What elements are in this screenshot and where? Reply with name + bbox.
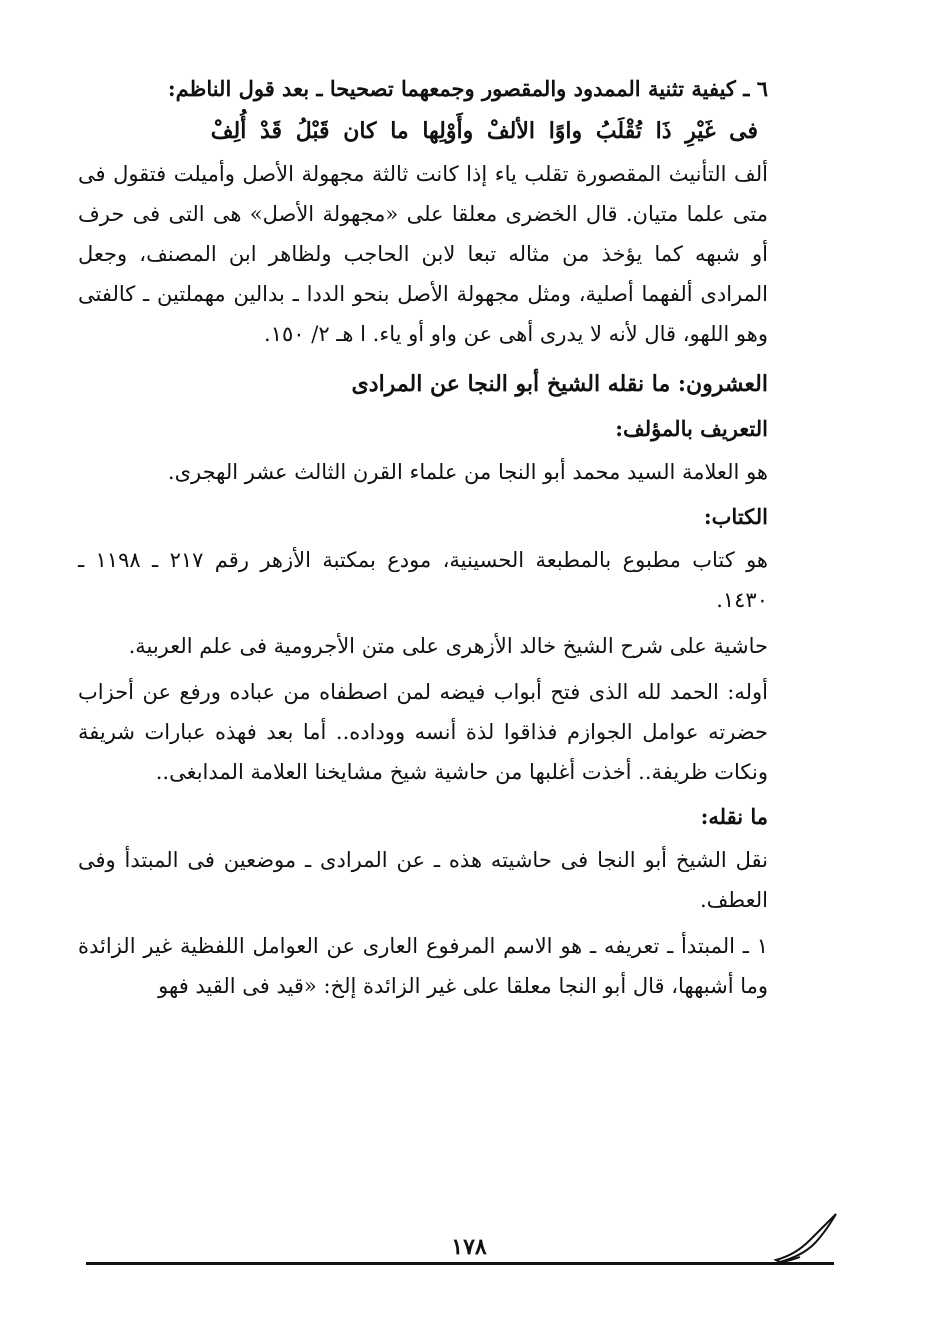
section-heading: العشرون: ما نقله الشيخ أبو النجا عن المرادى [351, 371, 768, 397]
author-text: هو العلامة السيد محمد أبو النجا من علماء القرن الثالث عشر الهجرى. [167, 460, 768, 484]
book-label: الكتاب: [703, 504, 768, 529]
book-opening: أوله: الحمد لله الذى فتح أبواب فيضه لمن اصطفاه من عباده ورفع عن أحزاب حضرته عوامل الجوازم فذاقوا لذة أنسه ووداده.. أما بعد فهذه عبارات شريفة ونكات ظريفة.. أخذت أغلبها من حاشية شيخ مشايخنا العلامة المدابغى.. [78, 680, 768, 784]
paragraph-alif-tanith: ألف التأنيث المقصورة تقلب ياء إذا كانت ثالثة مجهولة الأصل وأميلت فتقول فى متى علما متيان. قال الخضرى معلقا على «مجهولة الأصل» هى التى فى حرف أو شبهه كما يؤخذ من مثاله تبعا لابن الحاجب ولظاهر ابن المصنف، وجعل المرادى ألفهما أصلية، ومثل مجهولة الأصل بنحو الددا ـ بدالين مهملتين ـ كالفتى وهو اللهو، قال لأنه لا يدرى أهى عن واو أو ياء. ا هـ ٢/ ١٥٠. [78, 162, 768, 346]
page-body [78, 70, 768, 1012]
book-description: حاشية على شرح الشيخ خالد الأزهرى على متن الأجرومية فى علم العربية. [128, 634, 768, 658]
book-text: هو كتاب مطبوع بالمطبعة الحسينية، مودع بمكتبة الأزهر رقم ٢١٧ ـ ١١٩٨ ـ ١٤٣٠. [78, 548, 769, 612]
quoted-text: نقل الشيخ أبو النجا فى حاشيته هذه ـ عن المرادى ـ موضعين فى المبتدأ وفى العطف. [78, 848, 768, 912]
section-six-title: ٦ ـ كيفية تثنية الممدود والمقصور وجمعهما تصحيحا ـ بعد قول الناظم: [167, 76, 768, 101]
page-number: ١٧٨ [451, 1234, 487, 1260]
item-one: ١ ـ المبتدأ ـ تعريفه ـ هو الاسم المرفوع العارى عن العوامل اللفظية غير الزائدة وما أشبهها، قال أبو النجا معلقا على غير الزائدة إلخ: «قيد فى القيد فهو [78, 934, 768, 998]
author-label: التعريف بالمؤلف: [615, 416, 768, 441]
poem-verse: فى غَيْرِ ذَا تُقْلَبُ واوًا الألفْ وأَوْلِها ما كان قَبْلُ قَدْ أُلِفْ [210, 118, 758, 144]
quoted-label: ما نقله: [700, 804, 768, 829]
footer-rule [86, 1262, 834, 1265]
quill-pen-icon [770, 1210, 840, 1266]
